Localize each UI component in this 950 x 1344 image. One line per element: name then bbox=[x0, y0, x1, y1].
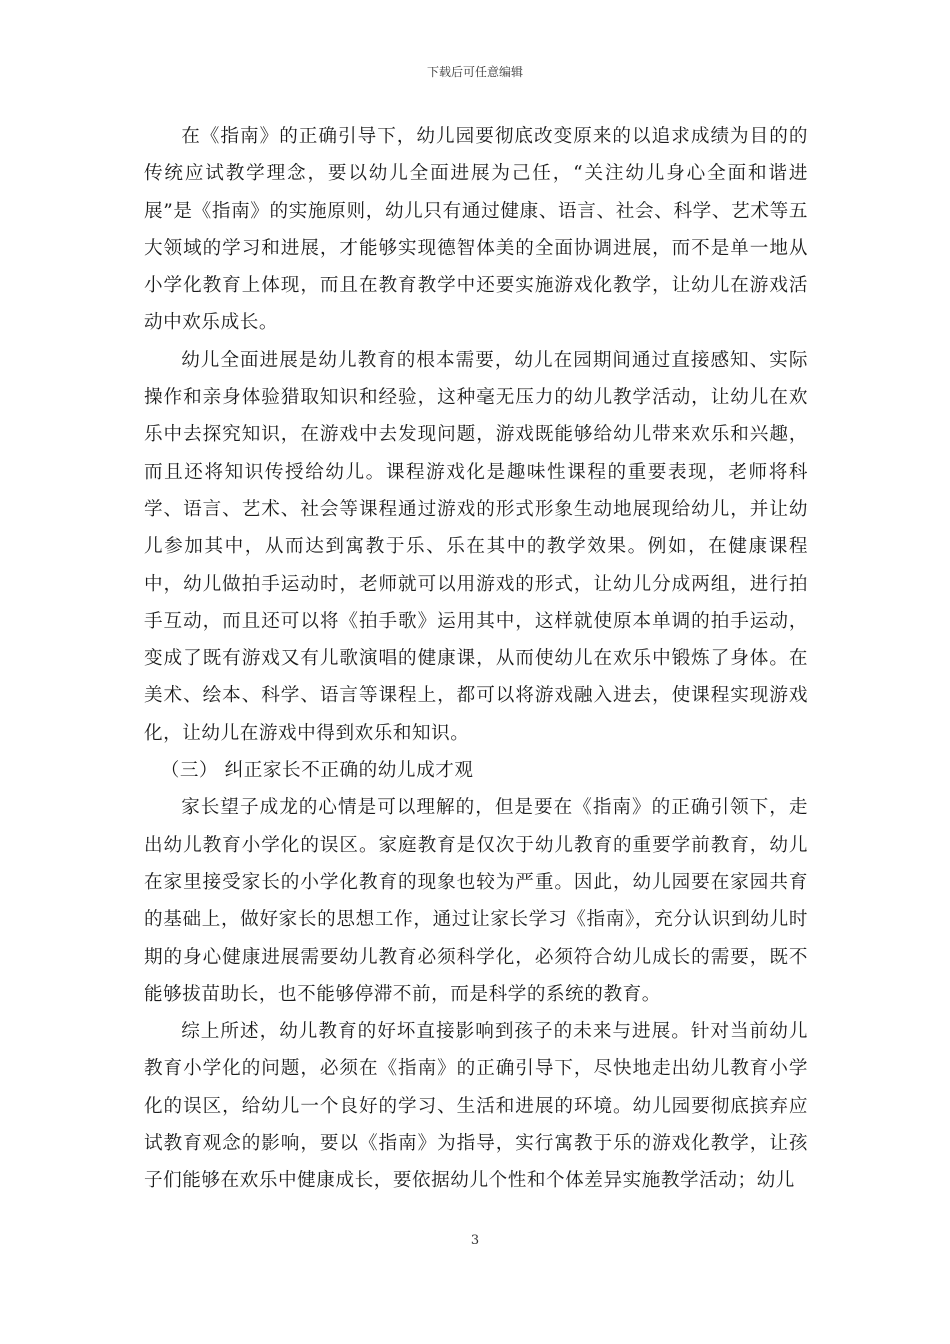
section-heading: （三） 纠正家长不正确的幼儿成才观 bbox=[160, 760, 474, 782]
page-header: 下载后可任意编辑 bbox=[426, 65, 523, 79]
body-paragraph-3: 家长望子成龙的心情是可以理解的，但是要在《指南》的正确引领下，走出幼儿教育小学化的误区。家庭教育是仅次于幼儿教育的重要学前教育，幼儿在家里接受家长的小学化教育的现象也较为严重。因此，幼儿园要在家园共育的基础上，做好家长的思想工作，通过让家长学习《指南》，充分认识到幼儿时期的身心健康进展需要幼儿教育必须科学化，必须符合幼儿成长的需要，既不能够拔苗助长，也不能够停滞不前，而是科学的系统的教育。 bbox=[144, 797, 808, 1005]
page-number: 3 bbox=[470, 1233, 480, 1248]
document-body bbox=[144, 118, 808, 1200]
body-paragraph-1: 在《指南》的正确引导下，幼儿园要彻底改变原来的以追求成绩为目的的传统应试教学理念，要以幼儿全面进展为己任，“关注幼儿身心全面和谐进展”是《指南》的实施原则，幼儿只有通过健康、语言、社会、科学、艺术等五大领域的学习和进展，才能够实现德智体美的全面协调进展，而不是单一地从小学化教育上体现，而且在教育教学中还要实施游戏化教学，让幼儿在游戏活动中欢乐成长。 bbox=[144, 126, 808, 334]
body-paragraph-2: 幼儿全面进展是幼儿教育的根本需要，幼儿在园期间通过直接感知、实际操作和亲身体验猎取知识和经验，这种毫无压力的幼儿教学活动，让幼儿在欢乐中去探究知识，在游戏中去发现问题，游戏既能够给幼儿带来欢乐和兴趣，而且还将知识传授给幼儿。课程游戏化是趣味性课程的重要表现，老师将科学、语言、艺术、社会等课程通过游戏的形式形象生动地展现给幼儿，并让幼儿参加其中，从而达到寓教于乐、乐在其中的教学效果。例如，在健康课程中，幼儿做拍手运动时，老师就可以用游戏的形式，让幼儿分成两组，进行拍手互动，而且还可以将《拍手歌》运用其中，这样就使原本单调的拍手运动，变成了既有游戏又有儿歌演唱的健康课，从而使幼儿在欢乐中锻炼了身体。在美术、绘本、科学、语言等课程上，都可以将游戏融入进去，使课程实现游戏化，让幼儿在游戏中得到欢乐和知识。 bbox=[144, 349, 808, 744]
body-paragraph-4: 综上所述，幼儿教育的好坏直接影响到孩子的未来与进展。针对当前幼儿教育小学化的问题，必须在《指南》的正确引导下，尽快地走出幼儿教育小学化的误区，给幼儿一个良好的学习、生活和进展的环境。幼儿园要彻底摈弃应试教育观念的影响，要以《指南》为指导，实行寓教于乐的游戏化教学，让孩子们能够在欢乐中健康成长，要依据幼儿个性和个体差异实施教学活动；幼儿 bbox=[144, 1021, 808, 1192]
